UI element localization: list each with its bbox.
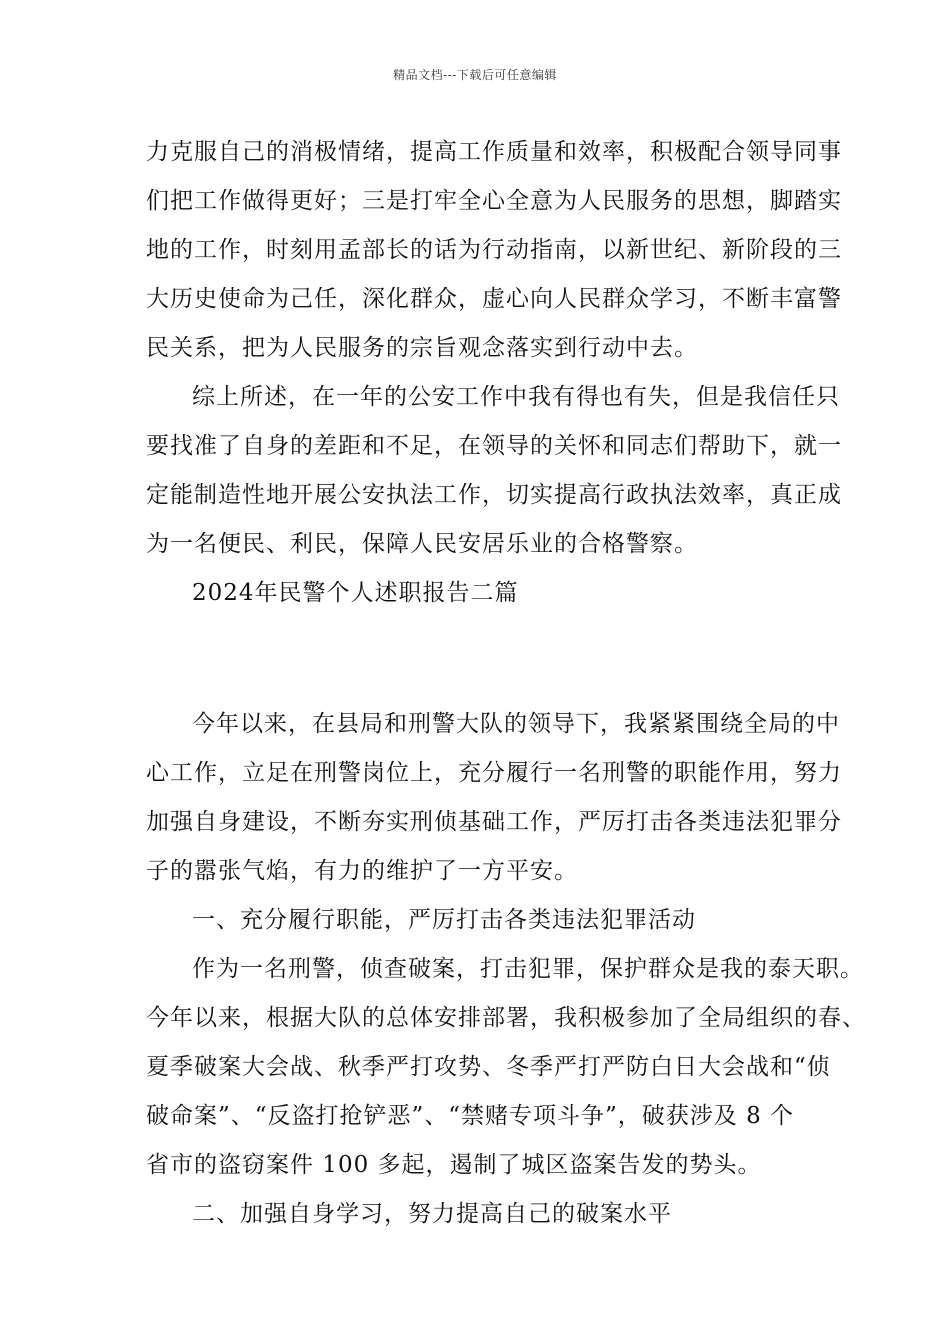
- text-line: 力克服自己的消极情绪，提高工作质量和效率，积极配合领导同事: [146, 139, 842, 165]
- section-heading: 二、加强自身学习，努力提高自己的破案水平: [192, 1201, 672, 1227]
- document-body: [146, 133, 866, 1244]
- text-line: 省市的盗窃案件 100 多起，遏制了城区盗案告发的势头。: [146, 1152, 762, 1178]
- text-line: 地的工作，时刻用孟部长的话为行动指南，以新世纪、新阶段的三: [146, 237, 842, 263]
- section-title: 2024年民警个人述职报告二篇: [192, 580, 519, 606]
- text-line: 今年以来，在县局和刑警大队的领导下，我紧紧围绕全局的中: [192, 711, 840, 737]
- section-heading: 一、充分履行职能，严厉打击各类违法犯罪活动: [192, 907, 696, 933]
- text-line: 今年以来，根据大队的总体安排部署，我积极参加了全局组织的春、: [146, 1005, 866, 1031]
- header-note: 精品文档---下载后可任意编辑: [393, 68, 557, 82]
- text-line: 大历史使命为己任，深化群众，虚心向人民群众学习，不断丰富警: [146, 286, 842, 312]
- text-line: 破命案”、“反盗打抢铲恶”、“禁赌专项斗争”，破获涉及 8 个: [146, 1103, 795, 1129]
- blank-gap: [146, 623, 816, 705]
- text-line: 要找准了自身的差距和不足，在领导的关怀和同志们帮助下，就一: [146, 433, 842, 459]
- text-line: 子的嚣张气焰，有力的维护了一方平安。: [146, 858, 578, 884]
- text-line: 作为一名刑警，侦查破案，打击犯罪，保护群众是我的泰天职。: [192, 956, 864, 982]
- text-line: 们把工作做得更好；三是打牢全心全意为人民服务的思想，脚踏实: [146, 188, 842, 214]
- text-line: 加强自身建设，不断夯实刑侦基础工作，严厉打击各类违法犯罪分: [146, 809, 842, 835]
- text-line: 心工作，立足在刑警岗位上，充分履行一名刑警的职能作用，努力: [146, 760, 842, 786]
- text-line: 为一名便民、利民，保障人民安居乐业的合格警察。: [146, 531, 698, 557]
- text-line: 定能制造性地开展公安执法工作，切实提高行政执法效率，真正成: [146, 482, 842, 508]
- text-line: 民关系，把为人民服务的宗旨观念落实到行动中去。: [146, 335, 698, 361]
- text-line: 夏季破案大会战、秋季严打攻势、冬季严打严防白日大会战和“侦: [146, 1054, 831, 1080]
- text-line: 综上所述，在一年的公安工作中我有得也有失，但是我信任只: [192, 384, 840, 410]
